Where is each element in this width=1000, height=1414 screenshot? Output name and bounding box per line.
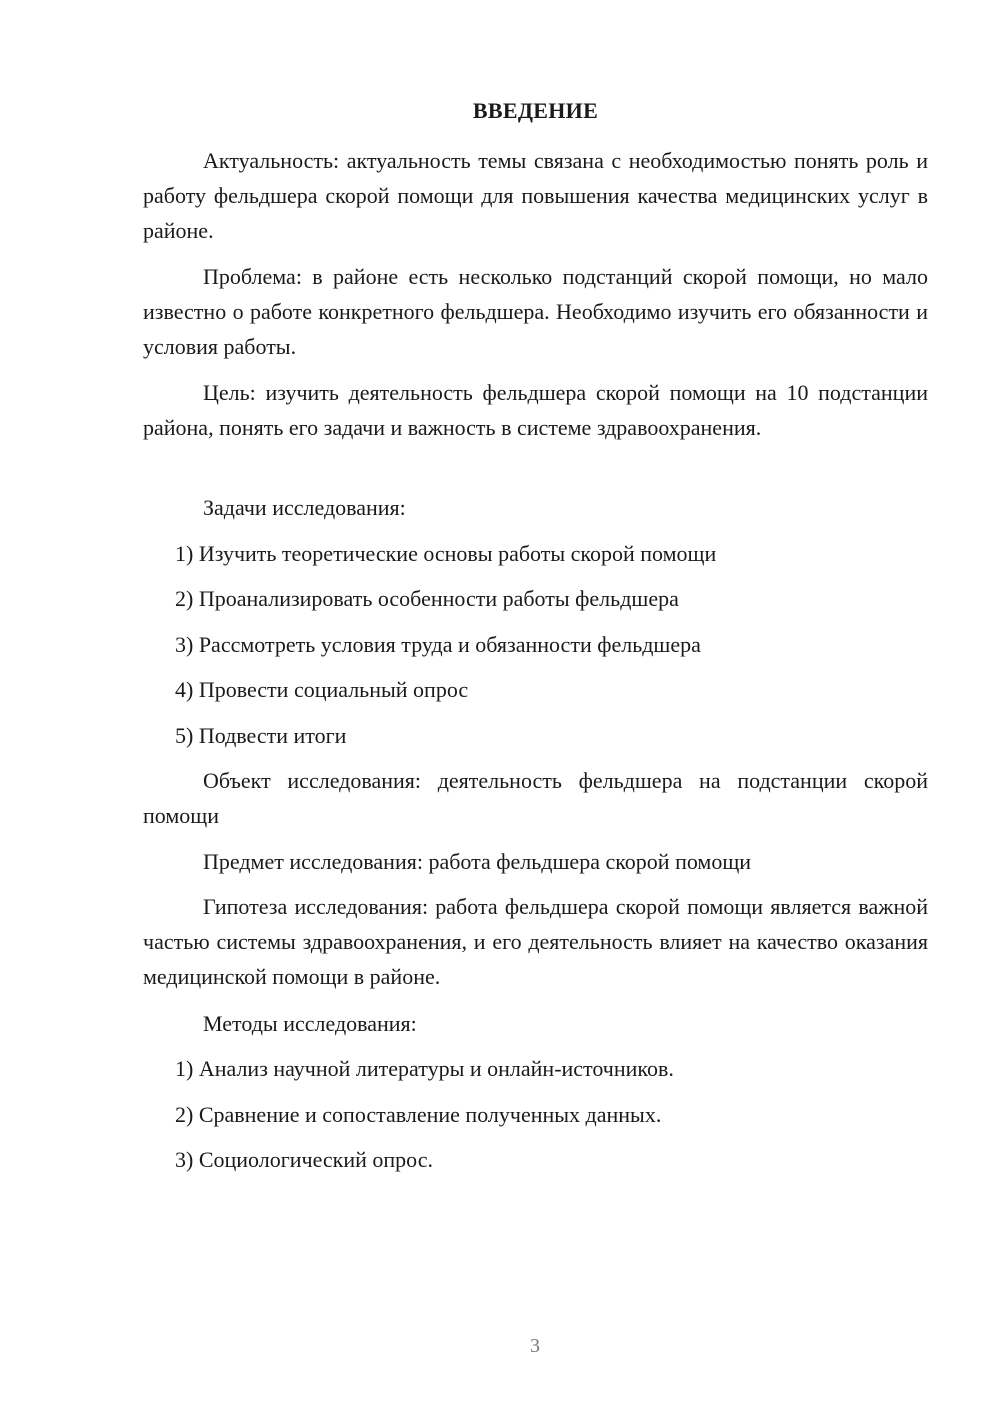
method-item: 3) Социологический опрос.: [175, 1147, 433, 1172]
task-item: 3) Рассмотреть условия труда и обязанности фельдшера: [175, 632, 701, 657]
section-title: ВВЕДЕНИЕ: [472, 98, 599, 123]
tasks-heading: Задачи исследования:: [203, 495, 406, 520]
page-number: 3: [530, 1335, 540, 1357]
problem-paragraph: Проблема: в районе есть несколько подстанций скорой помощи, но мало известно о работе конкретного фельдшера. Необходимо изучить его обязанности и условия работы.: [143, 264, 928, 359]
task-item: 1) Изучить теоретические основы работы скорой помощи: [175, 541, 717, 566]
subject-paragraph: Предмет исследования: работа фельдшера скорой помощи: [203, 849, 752, 874]
relevance-paragraph: Актуальность: актуальность темы связана с необходимостью понять роль и работу фельдшера скорой помощи для повышения качества медицинских услуг в районе.: [143, 148, 928, 243]
hypothesis-paragraph: Гипотеза исследования: работа фельдшера скорой помощи является важной частью системы здравоохранения, и его деятельность влияет на качество оказания медицинской помощи в районе.: [143, 894, 928, 989]
method-item: 1) Анализ научной литературы и онлайн-источников.: [175, 1056, 674, 1081]
object-paragraph: Объект исследования: деятельность фельдшера на подстанции скорой помощи: [143, 768, 928, 828]
task-item: 5) Подвести итоги: [175, 723, 347, 748]
goal-paragraph: Цель: изучить деятельность фельдшера скорой помощи на 10 подстанции района, понять его задачи и важность в системе здравоохранения.: [143, 380, 928, 440]
task-item: 2) Проанализировать особенности работы фельдшера: [175, 586, 679, 611]
methods-heading: Методы исследования:: [203, 1011, 417, 1036]
method-item: 2) Сравнение и сопоставление полученных данных.: [175, 1102, 662, 1127]
task-item: 4) Провести социальный опрос: [175, 677, 469, 702]
